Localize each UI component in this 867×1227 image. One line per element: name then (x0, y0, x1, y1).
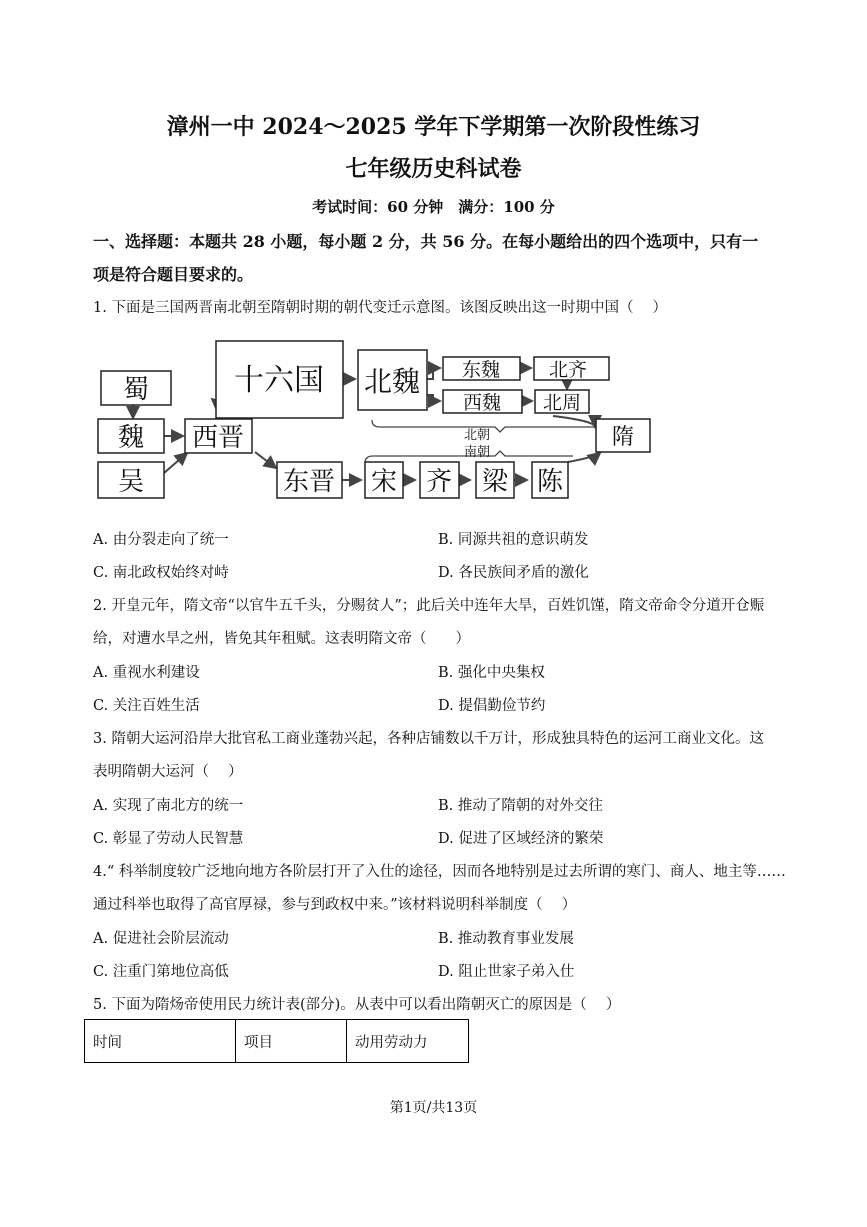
question-4-option-a[interactable]: A. 促进社会阶层流动 (93, 931, 229, 947)
question-4-option-c[interactable]: C. 注重门第地位高低 (93, 964, 229, 980)
question-2-stem-line1: 2. 开皇元年，隋文帝“以官牛五千头，分赐贫人”；此后关中连年大旱，百姓饥馑，隋文帝命令分道开仓赈 (93, 598, 765, 614)
box-beiwei: 北魏 (363, 365, 421, 398)
question-4-option-b[interactable]: B. 推动教育事业发展 (438, 931, 574, 947)
question-4-stem-line1: 4.“ 科举制度较广泛地向地方各阶层打开了入仕的途径，因而各地特别是过去所谓的寒门、商人、地主等…… (93, 864, 786, 880)
question-3-stem-line2: 表明隋朝大运河（ ） (93, 764, 243, 780)
box-beiqi: 北齐 (548, 359, 588, 381)
question-4-option-d[interactable]: D. 阻止世家子弟入仕 (438, 964, 575, 980)
table-header-time: 时间 (85, 1020, 236, 1063)
exam-title: 漳州一中 2024～2025 学年下学期第一次阶段性练习 (166, 114, 701, 140)
label-beichao: 北朝 (463, 428, 491, 443)
question-2-option-d[interactable]: D. 提倡勤俭节约 (438, 698, 546, 714)
box-song: 宋 (370, 467, 398, 497)
box-shiliuguo: 十六国 (234, 363, 324, 398)
question-2-option-c[interactable]: C. 关注百姓生活 (93, 698, 200, 714)
question-3-option-c[interactable]: C. 彰显了劳动人民智慧 (93, 831, 244, 847)
box-dongwei: 东魏 (461, 359, 501, 381)
question-4-stem-line2: 通过科举也取得了高官厚禄，参与到政权中来。”该材料说明科举制度（ ） (93, 897, 577, 913)
question-1-stem: 1. 下面是三国两晋南北朝至隋朝时期的朝代变迁示意图。该图反映出这一时期中国（ ） (93, 300, 668, 316)
table-header-labor: 动用劳动力 (347, 1020, 469, 1063)
question-1-option-d[interactable]: D. 各民族间矛盾的激化 (438, 565, 589, 581)
table-header-project: 项目 (236, 1020, 347, 1063)
exam-subtitle: 七年级历史科试卷 (345, 156, 522, 182)
box-sui: 隋 (611, 425, 635, 450)
question-3-stem-line1: 3. 隋朝大运河沿岸大批官私工商业蓬勃兴起，各种店铺数以千万计，形成独具特色的运河工商业文化。这 (93, 731, 764, 747)
box-shu: 蜀 (122, 375, 150, 405)
question-2-stem-line2: 给，对遭水旱之州，皆免其年租赋。这表明隋文帝（ ） (93, 631, 470, 647)
question-3-option-a[interactable]: A. 实现了南北方的统一 (93, 798, 244, 814)
box-liang: 梁 (481, 467, 509, 497)
question-2-option-b[interactable]: B. 强化中央集权 (438, 665, 545, 681)
box-beizhou: 北周 (542, 392, 582, 414)
box-wei: 魏 (117, 423, 145, 453)
box-qi: 齐 (425, 467, 453, 497)
label-nanchao: 南朝 (463, 445, 491, 460)
question-1-option-c[interactable]: C. 南北政权始终对峙 (93, 565, 229, 581)
question-1-option-b[interactable]: B. 同源共祖的意识萌发 (438, 532, 589, 548)
exam-info: 考试时间：60 分钟 满分：100 分 (312, 198, 555, 216)
question-5-stem: 5. 下面为隋炀帝使用民力统计表(部分)。从表中可以看出隋朝灭亡的原因是（ ） (93, 997, 621, 1013)
box-dongjin: 东晋 (282, 467, 336, 497)
box-wu: 吴 (117, 467, 145, 497)
box-xijin: 西晋 (191, 423, 245, 453)
box-chen: 陈 (536, 467, 564, 497)
section-heading-line1: 一、选择题：本题共 28 小题，每小题 2 分，共 56 分。在每小题给出的四个选项中，只有一 (93, 232, 759, 251)
question-3-option-d[interactable]: D. 促进了区域经济的繁荣 (438, 831, 604, 847)
question-1-option-a[interactable]: A. 由分裂走向了统一 (93, 532, 229, 548)
labor-statistics-table (84, 1019, 469, 1063)
section-heading-line2: 项是符合题目要求的。 (93, 265, 254, 284)
dynasty-transition-diagram (90, 335, 660, 507)
question-3-option-b[interactable]: B. 推动了隋朝的对外交往 (438, 798, 603, 814)
question-2-option-a[interactable]: A. 重视水利建设 (93, 665, 200, 681)
box-xiwei: 西魏 (462, 392, 502, 414)
table-header-row (85, 1020, 469, 1063)
page-number: 第1页/共13页 (389, 1100, 478, 1116)
